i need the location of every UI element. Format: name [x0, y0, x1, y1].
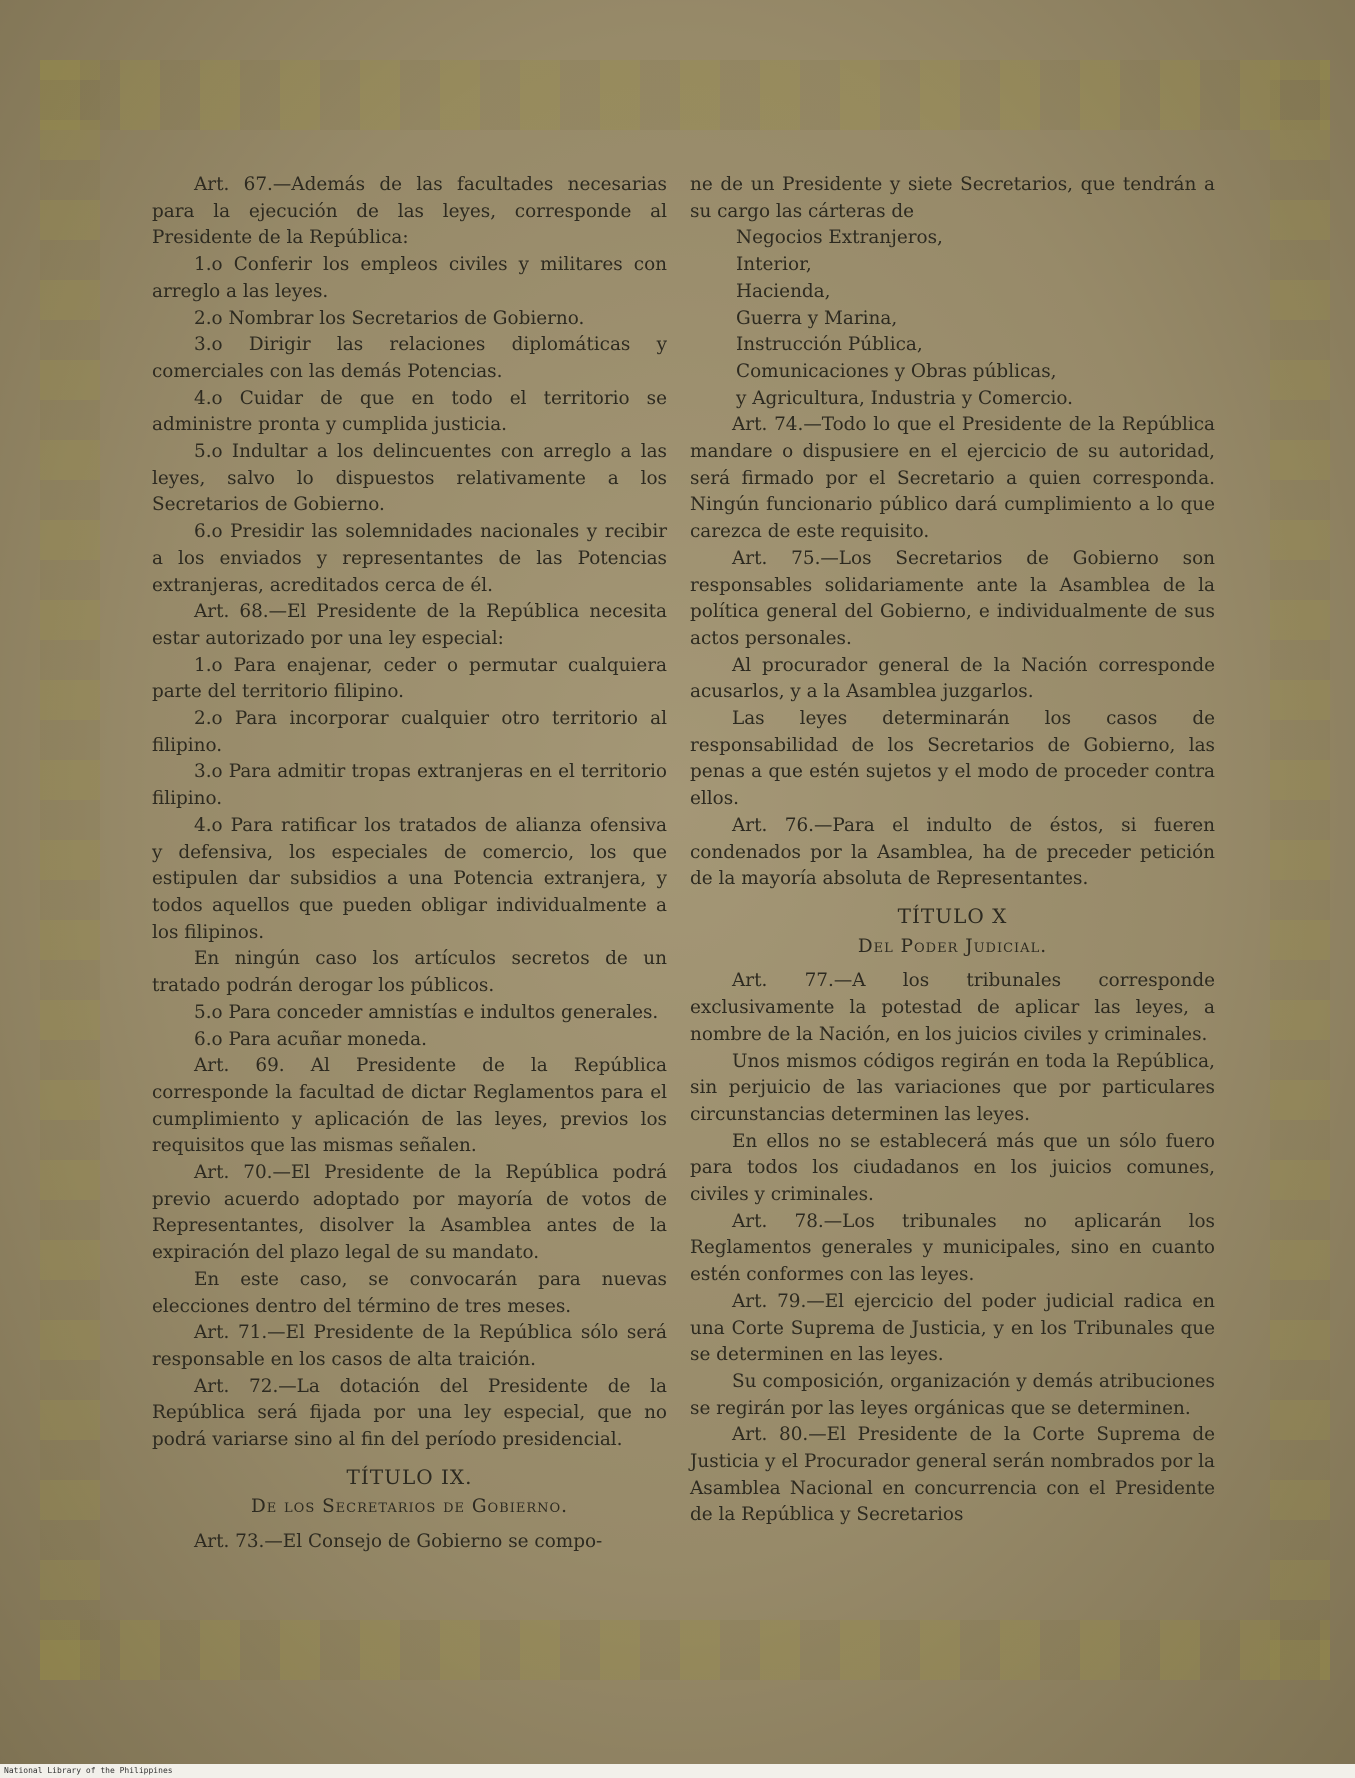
- paragraph: Art. 74.—Todo lo que el Presidente de la República mandare o dispusiere en el ejercicio de su autoridad, será firmado por el Secretario a quien corresponda. Ningún funcionario público dará cumplimiento a lo que carezca de este requisito.: [690, 414, 1215, 543]
- paragraph: Art. 73.—El Consejo de Gobierno se compo-: [194, 1531, 603, 1553]
- paragraph: 6.o Presidir las solemnidades nacionales y recibir a los enviados y representantes de las Potencias extranjeras, acreditados cerca de él.: [152, 521, 667, 596]
- paragraph: Al procurador general de la Nación corresponde acusarlos, y a la Asamblea juzgarlos.: [690, 654, 1215, 703]
- section-subtitle: De los Secretarios de Gobierno.: [250, 1496, 569, 1518]
- list-item: y Agricultura, Industria y Comercio.: [736, 387, 1073, 409]
- paragraph: En ningún caso los artículos secretos de un tratado podrán derogar los públicos.: [152, 948, 667, 997]
- paragraph: En este caso, se convocarán para nuevas elecciones dentro del término de tres meses.: [152, 1268, 667, 1317]
- paragraph: En ellos no se establecerá más que un sólo fuero para todos los ciudadanos en los juicios comunes, civiles y criminales.: [690, 1130, 1215, 1206]
- paragraph: 4.o Cuidar de que en todo el territorio se administre pronta y cumplida justicia.: [152, 387, 667, 436]
- paragraph: Art. 72.—La dotación del Presidente de la República será fijada por una ley especial, que no podrá variarse sino al fin del período presidencial.: [152, 1375, 667, 1451]
- ornamental-border-left: [40, 60, 100, 1680]
- ornamental-border-right: [1270, 60, 1330, 1680]
- section-subtitle: Del Poder Judicial.: [857, 935, 1048, 957]
- paragraph: ne de un Presidente y siete Secretarios, que tendrán a su cargo las cárteras de: [690, 174, 1215, 222]
- list-item: Hacienda,: [736, 280, 831, 302]
- list-item: Instrucción Pública,: [736, 334, 923, 356]
- paragraph: 3.o Dirigir las relaciones diplomáticas y comerciales con las demás Potencias.: [152, 334, 667, 382]
- paragraph: 6.o Para acuñar moneda.: [194, 1028, 427, 1050]
- paragraph: Art. 75.—Los Secretarios de Gobierno son responsables solidariamente ante la Asamblea de la política general del Gobierno, e individualmente de sus actos personales.: [690, 547, 1215, 649]
- paragraph: 4.o Para ratificar los tratados de alianza ofensiva y defensiva, los especiales de comercio, los que estipulen dar subsidios a una Potencia extranjera, y todos aquellos que pueden obligar individualmente a los filipinos.: [152, 814, 667, 943]
- paragraph: Las leyes determinarán los casos de responsabilidad de los Secretarios de Gobierno, las penas a que estén sujetos y el modo de proceder contra ellos.: [690, 708, 1215, 810]
- paragraph: 1.o Conferir los empleos civiles y militares con arreglo a las leyes.: [152, 254, 667, 302]
- ornamental-border-top: [40, 60, 1330, 130]
- paragraph: Art. 78.—Los tribunales no aplicarán los Reglamentos generales y municipales, sino en cuanto estén conformes con las leyes.: [690, 1210, 1215, 1286]
- paragraph: Art. 79.—El ejercicio del poder judicial radica en una Corte Suprema de Justicia, y en los Tribunales que se determinen en las leyes.: [690, 1290, 1215, 1366]
- right-text-column: [690, 172, 1215, 1529]
- list-item: Guerra y Marina,: [736, 307, 898, 329]
- list-item: Negocios Extranjeros,: [736, 227, 943, 249]
- paragraph: 5.o Para conceder amnistías e indultos generales.: [194, 1001, 659, 1023]
- paragraph: 5.o Indultar a los delincuentes con arreglo a las leyes, salvo lo dispuestos relativamente a los Secretarios de Gobierno.: [152, 441, 667, 516]
- paragraph: Art. 76.—Para el indulto de éstos, si fueren condenados por la Asamblea, ha de preceder petición de la mayoría absoluta de Representantes.: [690, 814, 1215, 890]
- left-text-column: [152, 172, 667, 1556]
- paragraph: Unos mismos códigos regirán en toda la República, sin perjuicio de las variaciones que por particulares circunstancias determinen las leyes.: [690, 1050, 1215, 1125]
- paragraph: Art. 68.—El Presidente de la República necesita estar autorizado por una ley especial:: [152, 601, 667, 649]
- section-title: TÍTULO X: [897, 903, 1008, 928]
- paragraph: Art. 67.—Además de las facultades necesarias para la ejecución de las leyes, corresponde al Presidente de la República:: [152, 174, 667, 249]
- section-title: TÍTULO IX.: [346, 1464, 473, 1489]
- library-footer: National Library of the Philippines: [0, 1764, 1355, 1778]
- ornamental-border-bottom: [40, 1620, 1330, 1680]
- paragraph: Su composición, organización y demás atribuciones se regirán por las leyes orgánicas que se determinen.: [690, 1370, 1215, 1419]
- paragraph: 2.o Para incorporar cualquier otro territorio al filipino.: [152, 708, 667, 756]
- paragraph: Art. 71.—El Presidente de la República sólo será responsable en los casos de alta traición.: [152, 1322, 667, 1370]
- paragraph: Art. 69. Al Presidente de la República corresponde la facultad de dictar Reglamentos para el cumplimiento y aplicación de las leyes, previos los requisitos que las mismas señalen.: [152, 1055, 667, 1157]
- paragraph: 1.o Para enajenar, ceder o permutar cualquiera parte del territorio filipino.: [152, 654, 667, 703]
- paragraph: Art. 80.—El Presidente de la Corte Suprema de Justicia y el Procurador general serán nombrados por la Asamblea Nacional en concurrencia con el Presidente de la República y Secretarios: [690, 1424, 1215, 1526]
- paragraph: Art. 77.—A los tribunales corresponde exclusivamente la potestad de aplicar las leyes, a nombre de la Nación, en los juicios civiles y criminales.: [690, 970, 1215, 1045]
- list-item: Interior,: [736, 254, 812, 276]
- paragraph: 3.o Para admitir tropas extranjeras en el territorio filipino.: [152, 761, 667, 810]
- list-item: Comunicaciones y Obras públicas,: [736, 360, 1057, 382]
- paragraph: Art. 70.—El Presidente de la República podrá previo acuerdo adoptado por mayoría de votos de Representantes, disolver la Asamblea antes de la expiración del plazo legal de su mandato.: [152, 1162, 667, 1264]
- paragraph: 2.o Nombrar los Secretarios de Gobierno.: [194, 307, 585, 329]
